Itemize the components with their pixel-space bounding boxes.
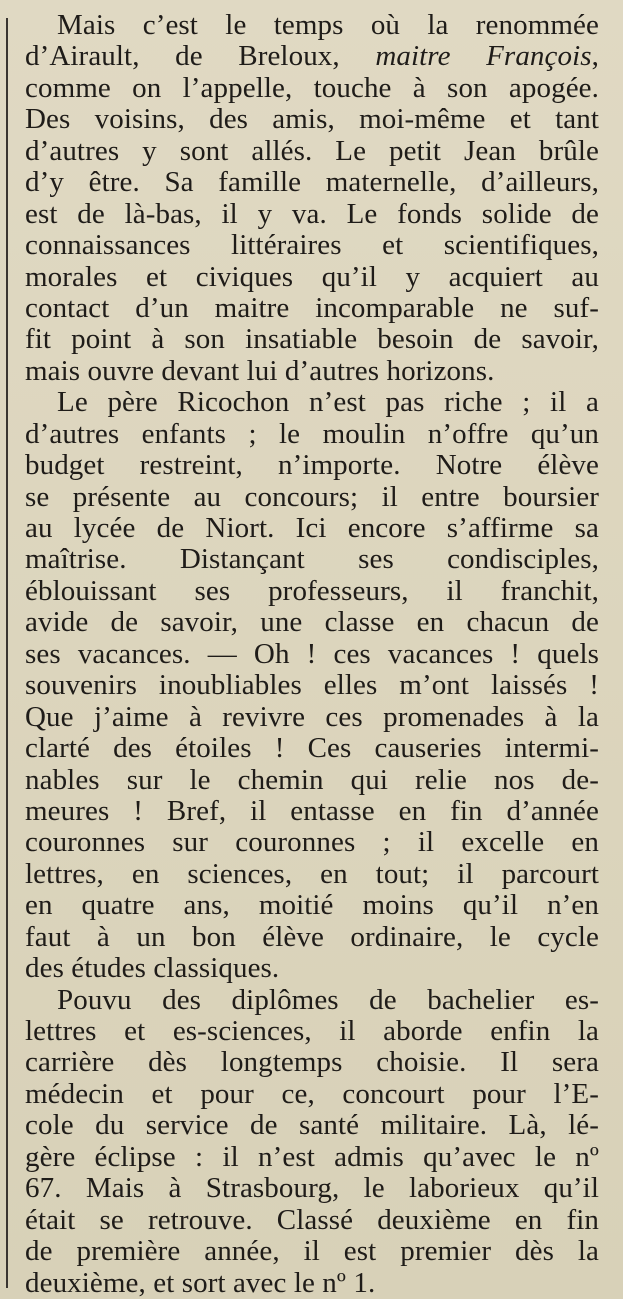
text-segment: faut à un bon élève ordinaire, le cycle <box>25 920 599 953</box>
text-line <box>25 450 599 481</box>
text-line <box>25 356 599 387</box>
text-segment: éblouissant ses professeurs, il franchit, <box>25 574 599 607</box>
text-line <box>25 1079 599 1110</box>
text-line <box>25 859 599 890</box>
text-segment: cole du service de santé militaire. Là, lé- <box>25 1109 599 1142</box>
text-segment: fit point à son insatiable besoin de savoir, <box>25 323 599 356</box>
text-line <box>25 1016 599 1047</box>
text-line <box>25 796 599 827</box>
text-segment: Que j’aime à revivre ces promenades à la <box>25 700 599 733</box>
text-segment: couronnes sur couronnes ; il excelle en <box>25 826 599 859</box>
text-segment: Pouvu des diplômes de bachelier es- <box>57 983 599 1016</box>
text-segment: carrière dès longtemps choisie. Il sera <box>25 1046 599 1079</box>
text-segment: comme on l’appelle, touche à son apogée. <box>25 71 599 104</box>
text-line <box>25 544 599 575</box>
text-line <box>25 387 599 418</box>
text-segment: 67. Mais à Strasbourg, le laborieux qu’il <box>25 1172 599 1205</box>
text-line <box>25 985 599 1016</box>
text-segment: nables sur le chemin qui relie nos de- <box>25 763 599 796</box>
text-line <box>25 230 599 261</box>
text-segment: gère éclipse : il n’est admis qu’avec le nº <box>25 1140 599 1173</box>
text-segment: connaissances littéraires et scientifiques, <box>25 229 599 262</box>
text-segment: d’Airault, de Breloux, <box>25 40 376 73</box>
text-line <box>25 1173 599 1204</box>
text-line <box>25 104 599 135</box>
text-segment: souvenirs inoubliables elles m’ont laissés ! <box>25 669 599 702</box>
text-segment: en quatre ans, moitié moins qu’il n’en <box>25 889 599 922</box>
column-rule <box>6 18 8 1288</box>
text-line <box>25 10 599 41</box>
article-paragraph <box>25 10 599 387</box>
article-paragraph <box>25 387 599 984</box>
text-line <box>25 1236 599 1267</box>
text-line <box>25 765 599 796</box>
text-segment: des études classiques. <box>25 952 280 985</box>
text-segment: de première année, il est premier dès la <box>25 1235 599 1268</box>
text-segment: , <box>591 40 599 73</box>
text-segment: d’y être. Sa famille maternelle, d’ailleurs, <box>25 166 599 199</box>
text-segment: ses vacances. — Oh ! ces vacances ! quels <box>25 637 599 670</box>
text-segment: budget restreint, n’importe. Notre élève <box>25 449 599 482</box>
text-segment: Des voisins, des amis, moi-même et tant <box>25 103 599 136</box>
text-line <box>25 890 599 921</box>
text-line <box>25 293 599 324</box>
text-line <box>25 167 599 198</box>
text-line <box>25 1047 599 1078</box>
text-segment: lettres, en sciences, en tout; il parcourt <box>25 857 599 890</box>
text-segment: morales et civiques qu’il y acquiert au <box>25 260 599 293</box>
text-segment: meures ! Bref, il entasse en fin d’année <box>25 794 599 827</box>
text-line <box>25 702 599 733</box>
text-segment: avide de savoir, une classe en chacun de <box>25 606 599 639</box>
text-line <box>25 482 599 513</box>
text-line <box>25 1205 599 1236</box>
text-segment: d’autres y sont allés. Le petit Jean brûle <box>25 134 599 167</box>
text-segment: Le père Ricochon n’est pas riche ; il a <box>57 386 599 419</box>
text-segment: se présente au concours; il entre boursier <box>25 480 599 513</box>
text-segment: médecin et pour ce, concourt pour l’E- <box>25 1077 599 1110</box>
text-line <box>25 1110 599 1141</box>
text-line <box>25 199 599 230</box>
italic-text: maitre François <box>375 40 592 73</box>
text-segment: au lycée de Niort. Ici encore s’affirme sa <box>25 512 599 544</box>
text-line <box>25 607 599 638</box>
text-segment: mais ouvre devant lui d’autres horizons. <box>25 354 495 387</box>
text-segment: était se retrouve. Classé deuxième en fin <box>25 1203 599 1236</box>
text-line <box>25 1142 599 1173</box>
text-line <box>25 1268 599 1299</box>
text-line <box>25 576 599 607</box>
text-line <box>25 73 599 104</box>
text-line <box>25 419 599 450</box>
text-segment: deuxième, et sort avec le nº 1. <box>25 1266 376 1299</box>
text-line <box>25 827 599 858</box>
text-line <box>25 922 599 953</box>
text-line <box>25 324 599 355</box>
article-paragraph <box>25 985 599 1299</box>
text-segment: lettres et es-sciences, il aborde enfin la <box>25 1015 599 1047</box>
text-line <box>25 670 599 701</box>
text-segment: contact d’un maitre incomparable ne suf- <box>25 291 599 324</box>
text-segment: est de là-bas, il y va. Le fonds solide de <box>25 197 599 230</box>
text-line <box>25 41 599 72</box>
text-line <box>25 953 599 984</box>
text-segment: maîtrise. Distançant ses condisciples, <box>25 543 599 576</box>
text-segment: d’autres enfants ; le moulin n’offre qu’un <box>25 417 599 450</box>
text-line <box>25 733 599 764</box>
text-line <box>25 639 599 670</box>
text-line <box>25 136 599 167</box>
article-column <box>25 10 599 1299</box>
text-line <box>25 262 599 293</box>
text-segment: clarté des étoiles ! Ces causeries intermi- <box>25 732 599 765</box>
text-segment: Mais c’est le temps où la renommée <box>57 9 599 41</box>
text-line <box>25 513 599 544</box>
